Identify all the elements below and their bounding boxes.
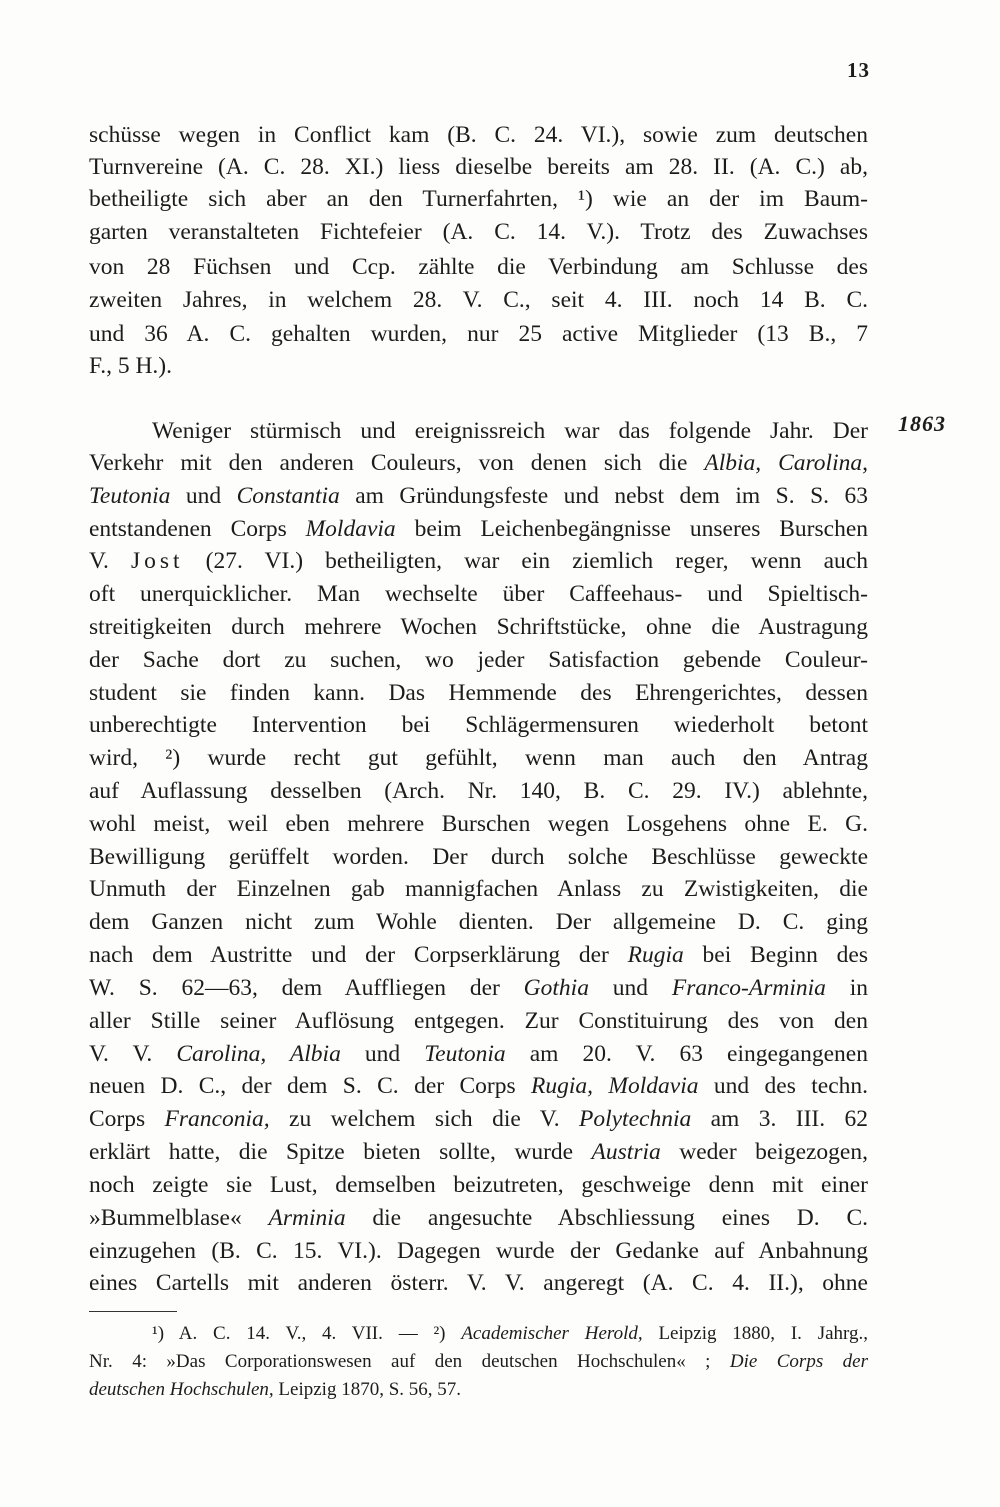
text-line: W. S. 62—63, dem Auffliegen der Gothia und Franco-Arminia in [89, 975, 868, 1001]
italic-name: Constantia [236, 483, 340, 509]
italic-name: Arminia [268, 1205, 346, 1231]
italic-title: Academischer Herold, [461, 1323, 643, 1344]
text-line: entstandenen Corps Moldavia beim Leichenbegängnisse unseres Burschen [89, 516, 868, 542]
text-line: zweiten Jahres, in welchem 28. V. C., seit 4. III. noch 14 B. C. [89, 287, 868, 313]
text-line: von 28 Füchsen und Ccp. zählte die Verbindung am Schlusse des [89, 254, 868, 280]
italic-name: Albia, Carolina, [704, 450, 868, 476]
text-line: Weniger stürmisch und ereignissreich war das folgende Jahr. Der [152, 418, 868, 444]
margin-year-note: 1863 [898, 411, 946, 436]
text-line: wohl meist, weil eben mehrere Burschen wegen Losgehens ohne E. G. [89, 811, 868, 837]
italic-name: Teutonia [89, 483, 171, 509]
text-line: Turnvereine (A. C. 28. XI.) liess dieselbe bereits am 28. II. (A. C.) ab, [89, 154, 868, 180]
italic-name: Rugia [627, 942, 684, 968]
text-line: neuen D. C., der dem S. C. der Corps Rugia, Moldavia und des techn. [89, 1073, 868, 1099]
text-line: Bewilligung gerüffelt worden. Der durch solche Beschlüsse geweckte [89, 844, 868, 870]
italic-name: Gothia [523, 975, 589, 1001]
text-line: Teutonia und Constantia am Gründungsfeste und nebst dem im S. S. 63 [89, 483, 868, 509]
text-line: aller Stille seiner Auflösung entgegen. Zur Constituirung des von den [89, 1008, 868, 1034]
italic-title: deutschen Hochschulen, [89, 1379, 274, 1400]
italic-title: Die Corps der [729, 1351, 868, 1372]
italic-name: Teutonia [424, 1041, 506, 1067]
text-line: auf Auflassung desselben (Arch. Nr. 140, B. C. 29. IV.) ablehnte, [89, 778, 868, 804]
text-line: dem Ganzen nicht zum Wohle dienten. Der allgemeine D. C. ging [89, 909, 868, 935]
footnote-line: ¹) A. C. 14. V., 4. VII. — ²) Academischer Herold, Leipzig 1880, I. Jahrg., [152, 1323, 869, 1344]
text-line: erklärt hatte, die Spitze bieten sollte, wurde Austria weder beigezogen, [89, 1139, 868, 1165]
text-line: der Sache dort zu suchen, wo jeder Satisfaction gebende Couleur- [89, 647, 868, 673]
text-line: streitigkeiten durch mehrere Wochen Schriftstücke, ohne die Austragung [89, 614, 868, 640]
text-line: eines Cartells mit anderen österr. V. V. angeregt (A. C. 4. II.), ohne [89, 1270, 868, 1296]
italic-name: Moldavia [305, 516, 396, 542]
italic-name: Austria [591, 1139, 661, 1165]
footnote-divider [89, 1311, 177, 1312]
text-line: betheiligte sich aber an den Turnerfahrten, ¹) wie an der im Baum- [89, 186, 868, 212]
text-line: Corps Franconia, zu welchem sich die V. Polytechnia am 3. III. 62 [89, 1106, 868, 1132]
text-line [89, 447, 868, 479]
text-line: wird, ²) wurde recht gut gefühlt, wenn man auch den Antrag [89, 745, 868, 771]
text-line: und 36 A. C. gehalten wurden, nur 25 active Mitglieder (13 B., 7 [89, 321, 868, 347]
text-line: noch zeigte sie Lust, demselben beizutreten, geschweige denn mit einer [89, 1172, 868, 1198]
text-line: V. V. Carolina, Albia und Teutonia am 20. V. 63 eingegangenen [89, 1041, 868, 1067]
text-line: Unmuth der Einzelnen gab mannigfachen Anlass zu Zwistigkeiten, die [89, 876, 868, 902]
page-number: 13 [847, 58, 870, 82]
italic-name: Polytechnia [578, 1106, 692, 1132]
text-line: einzugehen (B. C. 15. VI.). Dagegen wurde der Gedanke auf Anbahnung [89, 1238, 868, 1264]
italic-name: Franconia, [164, 1106, 270, 1132]
italic-name: Franco-Arminia [671, 975, 826, 1001]
text-line: oft unerquicklicher. Man wechselte über Caffeehaus- und Spieltisch- [89, 581, 868, 607]
italic-name: Rugia, Moldavia [531, 1073, 699, 1099]
footnote-line: deutschen Hochschulen, Leipzig 1870, S. 56, 57. [89, 1379, 462, 1400]
text-line: F., 5 H.). [89, 353, 172, 379]
text-line-part: Verkehr mit den anderen Couleurs, von denen sich die [89, 450, 705, 476]
text-line: schüsse wegen in Conflict kam (B. C. 24. VI.), sowie zum deutschen [89, 122, 868, 148]
text-line: »Bummelblase« Arminia die angesuchte Abschliessung eines D. C. [89, 1205, 868, 1231]
footnote-line: Nr. 4: »Das Corporationswesen auf den deutschen Hochschulen« ; Die Corps der [89, 1351, 868, 1372]
text-line: garten veranstalteten Fichtefeier (A. C. 14. V.). Trotz des Zuwachses [89, 219, 868, 245]
text-line: student sie finden kann. Das Hemmende des Ehrengerichtes, dessen [89, 680, 868, 706]
text-line: V. Jost (27. VI.) betheiligten, war ein ziemlich reger, wenn auch [89, 548, 868, 574]
text-line: nach dem Austritte und der Corpserklärung der Rugia bei Beginn des [89, 942, 869, 968]
text-line: unberechtigte Intervention bei Schlägermensuren wiederholt betont [89, 712, 868, 738]
italic-name: Carolina, Albia [176, 1041, 341, 1067]
